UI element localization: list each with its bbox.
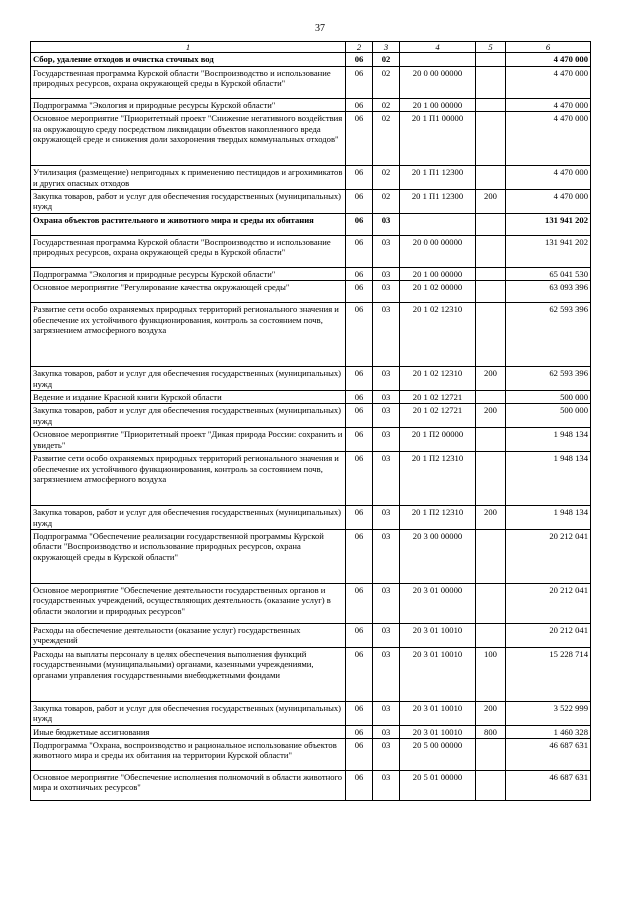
cell-pr: 03 (373, 213, 400, 235)
cell-vr (476, 213, 506, 235)
cell-vr (476, 235, 506, 267)
cell-sum: 4 470 000 (506, 66, 591, 98)
cell-rz: 06 (346, 506, 373, 530)
cell-pr: 03 (373, 701, 400, 725)
cell-sum: 4 470 000 (506, 112, 591, 166)
cell-pr: 02 (373, 98, 400, 111)
cell-rz: 06 (346, 529, 373, 583)
cell-name: Государственная программа Курской области "Воспроизводство и использование природных ресурсов, охрана окружающей среды в Курской области" (31, 235, 346, 267)
cell-pr: 03 (373, 623, 400, 647)
cell-csr: 20 3 01 10010 (400, 725, 476, 738)
cell-pr: 03 (373, 428, 400, 452)
cell-sum: 20 212 041 (506, 529, 591, 583)
cell-csr: 20 1 02 12721 (400, 391, 476, 404)
cell-pr: 03 (373, 770, 400, 800)
cell-csr: 20 3 01 10010 (400, 701, 476, 725)
cell-vr (476, 281, 506, 303)
cell-name: Основное мероприятие "Приоритетный проект "Снижение негативного воздействия на окружающую среду посредством ликвидации объектов накопленного вреда окружающей среде и снижения доли захоронения твердых коммунальных отходов" (31, 112, 346, 166)
table-row (31, 112, 591, 166)
cell-sum: 500 000 (506, 404, 591, 428)
cell-name: Иные бюджетные ассигнования (31, 725, 346, 738)
cell-pr: 03 (373, 281, 400, 303)
column-header: 6 (506, 42, 591, 53)
cell-pr: 03 (373, 529, 400, 583)
table-row (31, 267, 591, 280)
table-header-row (31, 42, 591, 53)
cell-pr: 02 (373, 166, 400, 190)
cell-vr: 200 (476, 701, 506, 725)
cell-vr (476, 303, 506, 367)
cell-csr: 20 3 00 00000 (400, 529, 476, 583)
cell-rz: 06 (346, 166, 373, 190)
cell-vr: 800 (476, 725, 506, 738)
table-row (31, 98, 591, 111)
cell-rz: 06 (346, 66, 373, 98)
table-row (31, 213, 591, 235)
cell-vr (476, 529, 506, 583)
cell-pr: 03 (373, 367, 400, 391)
cell-pr: 03 (373, 303, 400, 367)
cell-vr: 200 (476, 506, 506, 530)
cell-csr: 20 1 00 00000 (400, 267, 476, 280)
cell-sum: 4 470 000 (506, 98, 591, 111)
cell-rz: 06 (346, 98, 373, 111)
cell-csr: 20 1 П2 00000 (400, 428, 476, 452)
cell-name: Основное мероприятие "Обеспечение исполнения полномочий в области животного мира и охотничьих ресурсов" (31, 770, 346, 800)
cell-name: Закупка товаров, работ и услуг для обеспечения государственных (муниципальных) нужд (31, 404, 346, 428)
cell-vr (476, 391, 506, 404)
cell-pr: 02 (373, 112, 400, 166)
cell-name: Закупка товаров, работ и услуг для обеспечения государственных (муниципальных) нужд (31, 190, 346, 214)
cell-rz: 06 (346, 112, 373, 166)
cell-vr (476, 623, 506, 647)
cell-pr: 03 (373, 647, 400, 701)
cell-csr (400, 213, 476, 235)
cell-name: Сбор, удаление отходов и очистка сточных вод (31, 53, 346, 66)
cell-rz: 06 (346, 428, 373, 452)
cell-rz: 06 (346, 623, 373, 647)
cell-csr: 20 1 00 00000 (400, 98, 476, 111)
column-header: 1 (31, 42, 346, 53)
cell-rz: 06 (346, 281, 373, 303)
cell-csr: 20 0 00 00000 (400, 235, 476, 267)
cell-sum: 62 593 396 (506, 367, 591, 391)
cell-csr: 20 3 01 00000 (400, 583, 476, 623)
table-row (31, 583, 591, 623)
cell-pr: 03 (373, 738, 400, 770)
cell-sum: 65 041 530 (506, 267, 591, 280)
table-row (31, 391, 591, 404)
cell-name: Подпрограмма "Обеспечение реализации государственной программы Курской области "Воспроизводство и использование природных ресурсов, охрана окружающей среды в Курской области" (31, 529, 346, 583)
cell-vr (476, 166, 506, 190)
cell-pr: 02 (373, 66, 400, 98)
cell-vr: 200 (476, 367, 506, 391)
cell-vr (476, 770, 506, 800)
cell-csr: 20 5 00 00000 (400, 738, 476, 770)
cell-vr (476, 66, 506, 98)
cell-csr: 20 0 00 00000 (400, 66, 476, 98)
page-number: 37 (315, 23, 325, 34)
cell-csr: 20 1 П2 12310 (400, 506, 476, 530)
cell-pr: 03 (373, 452, 400, 506)
cell-name: Основное мероприятие "Обеспечение деятельности государственных органов и государственных учреждений, осуществляющих деятельность (оказание услуг) в области экологии и природных ресурсов" (31, 583, 346, 623)
cell-vr (476, 452, 506, 506)
cell-name: Развитие сети особо охраняемых природных территорий регионального значения и обеспечение их устойчивого функционирования, контроль за состоянием почв, загрязнением атмосферного воздуха (31, 303, 346, 367)
cell-name: Закупка товаров, работ и услуг для обеспечения государственных (муниципальных) нужд (31, 701, 346, 725)
table-row (31, 190, 591, 214)
cell-csr: 20 1 02 12310 (400, 303, 476, 367)
cell-rz: 06 (346, 647, 373, 701)
cell-rz: 06 (346, 770, 373, 800)
cell-name: Основное мероприятие "Приоритетный проект "Дикая природа России: сохранить и увидеть" (31, 428, 346, 452)
cell-sum: 1 948 134 (506, 452, 591, 506)
cell-sum: 1 948 134 (506, 428, 591, 452)
cell-sum: 1 948 134 (506, 506, 591, 530)
cell-pr: 03 (373, 391, 400, 404)
cell-rz: 06 (346, 701, 373, 725)
cell-csr: 20 1 02 12310 (400, 367, 476, 391)
cell-pr: 03 (373, 235, 400, 267)
cell-rz: 06 (346, 303, 373, 367)
table-row (31, 725, 591, 738)
table-row (31, 66, 591, 98)
cell-name: Охрана объектов растительного и животного мира и среды их обитания (31, 213, 346, 235)
cell-sum: 4 470 000 (506, 166, 591, 190)
cell-sum: 4 470 000 (506, 190, 591, 214)
cell-vr (476, 583, 506, 623)
table-row (31, 428, 591, 452)
cell-csr: 20 3 01 10010 (400, 647, 476, 701)
cell-name: Расходы на обеспечение деятельности (оказание услуг) государственных учреждений (31, 623, 346, 647)
cell-name: Государственная программа Курской области "Воспроизводство и использование природных ресурсов, охрана окружающей среды в Курской области" (31, 66, 346, 98)
table-row (31, 738, 591, 770)
cell-vr (476, 112, 506, 166)
table-row (31, 303, 591, 367)
table-row (31, 235, 591, 267)
cell-name: Ведение и издание Красной книги Курской области (31, 391, 346, 404)
cell-sum: 3 522 999 (506, 701, 591, 725)
cell-sum: 20 212 041 (506, 583, 591, 623)
cell-pr: 03 (373, 583, 400, 623)
cell-rz: 06 (346, 452, 373, 506)
cell-rz: 06 (346, 738, 373, 770)
cell-sum: 46 687 631 (506, 770, 591, 800)
cell-name: Подпрограмма "Экология и природные ресурсы Курской области" (31, 98, 346, 111)
cell-csr: 20 1 П1 00000 (400, 112, 476, 166)
cell-name: Подпрограмма "Охрана, воспроизводство и рациональное использование объектов животного мира и среды их обитания на территории Курской области" (31, 738, 346, 770)
cell-pr: 03 (373, 506, 400, 530)
cell-rz: 06 (346, 235, 373, 267)
cell-csr: 20 1 02 00000 (400, 281, 476, 303)
cell-vr (476, 98, 506, 111)
cell-sum: 20 212 041 (506, 623, 591, 647)
cell-rz: 06 (346, 190, 373, 214)
cell-sum: 63 093 396 (506, 281, 591, 303)
cell-csr: 20 5 01 00000 (400, 770, 476, 800)
cell-rz: 06 (346, 53, 373, 66)
cell-rz: 06 (346, 583, 373, 623)
cell-rz: 06 (346, 391, 373, 404)
table-row (31, 701, 591, 725)
cell-pr: 03 (373, 404, 400, 428)
cell-sum: 15 228 714 (506, 647, 591, 701)
cell-sum: 1 460 328 (506, 725, 591, 738)
cell-csr: 20 1 02 12721 (400, 404, 476, 428)
table-row (31, 404, 591, 428)
cell-csr: 20 1 П2 12310 (400, 452, 476, 506)
cell-sum: 131 941 202 (506, 213, 591, 235)
cell-vr (476, 428, 506, 452)
cell-rz: 06 (346, 213, 373, 235)
cell-name: Закупка товаров, работ и услуг для обеспечения государственных (муниципальных) нужд (31, 506, 346, 530)
column-header: 3 (373, 42, 400, 53)
cell-vr: 100 (476, 647, 506, 701)
cell-sum: 500 000 (506, 391, 591, 404)
cell-vr (476, 738, 506, 770)
cell-vr: 200 (476, 404, 506, 428)
cell-name: Закупка товаров, работ и услуг для обеспечения государственных (муниципальных) нужд (31, 367, 346, 391)
cell-csr: 20 1 П1 12300 (400, 166, 476, 190)
cell-vr (476, 53, 506, 66)
cell-csr: 20 3 01 10010 (400, 623, 476, 647)
table-row (31, 506, 591, 530)
table-row (31, 452, 591, 506)
column-header: 5 (476, 42, 506, 53)
cell-vr (476, 267, 506, 280)
table-row (31, 529, 591, 583)
table-row (31, 281, 591, 303)
cell-pr: 02 (373, 53, 400, 66)
cell-pr: 02 (373, 190, 400, 214)
cell-pr: 03 (373, 725, 400, 738)
column-header: 2 (346, 42, 373, 53)
cell-rz: 06 (346, 404, 373, 428)
cell-sum: 62 593 396 (506, 303, 591, 367)
cell-sum: 131 941 202 (506, 235, 591, 267)
cell-name: Утилизация (размещение) непригодных к применению пестицидов и агрохимикатов и других опасных отходов (31, 166, 346, 190)
table-row (31, 647, 591, 701)
cell-rz: 06 (346, 367, 373, 391)
cell-rz: 06 (346, 267, 373, 280)
cell-pr: 03 (373, 267, 400, 280)
budget-table (30, 41, 591, 801)
cell-csr (400, 53, 476, 66)
table-row (31, 53, 591, 66)
cell-name: Основное мероприятие "Регулирование качества окружающей среды" (31, 281, 346, 303)
cell-name: Развитие сети особо охраняемых природных территорий регионального значения и обеспечение их устойчивого функционирования, контроль за состоянием почв, загрязнением атмосферного воздуха (31, 452, 346, 506)
cell-rz: 06 (346, 725, 373, 738)
table-row (31, 770, 591, 800)
table-row (31, 166, 591, 190)
table-row (31, 367, 591, 391)
cell-vr: 200 (476, 190, 506, 214)
cell-name: Расходы на выплаты персоналу в целях обеспечения выполнения функций государственными (муниципальными) органами, казенными учреждениями, органами управления государственными внебюджетными фондами (31, 647, 346, 701)
cell-csr: 20 1 П1 12300 (400, 190, 476, 214)
cell-name: Подпрограмма "Экология и природные ресурсы Курской области" (31, 267, 346, 280)
column-header: 4 (400, 42, 476, 53)
cell-sum: 4 470 000 (506, 53, 591, 66)
table-row (31, 623, 591, 647)
cell-sum: 46 687 631 (506, 738, 591, 770)
